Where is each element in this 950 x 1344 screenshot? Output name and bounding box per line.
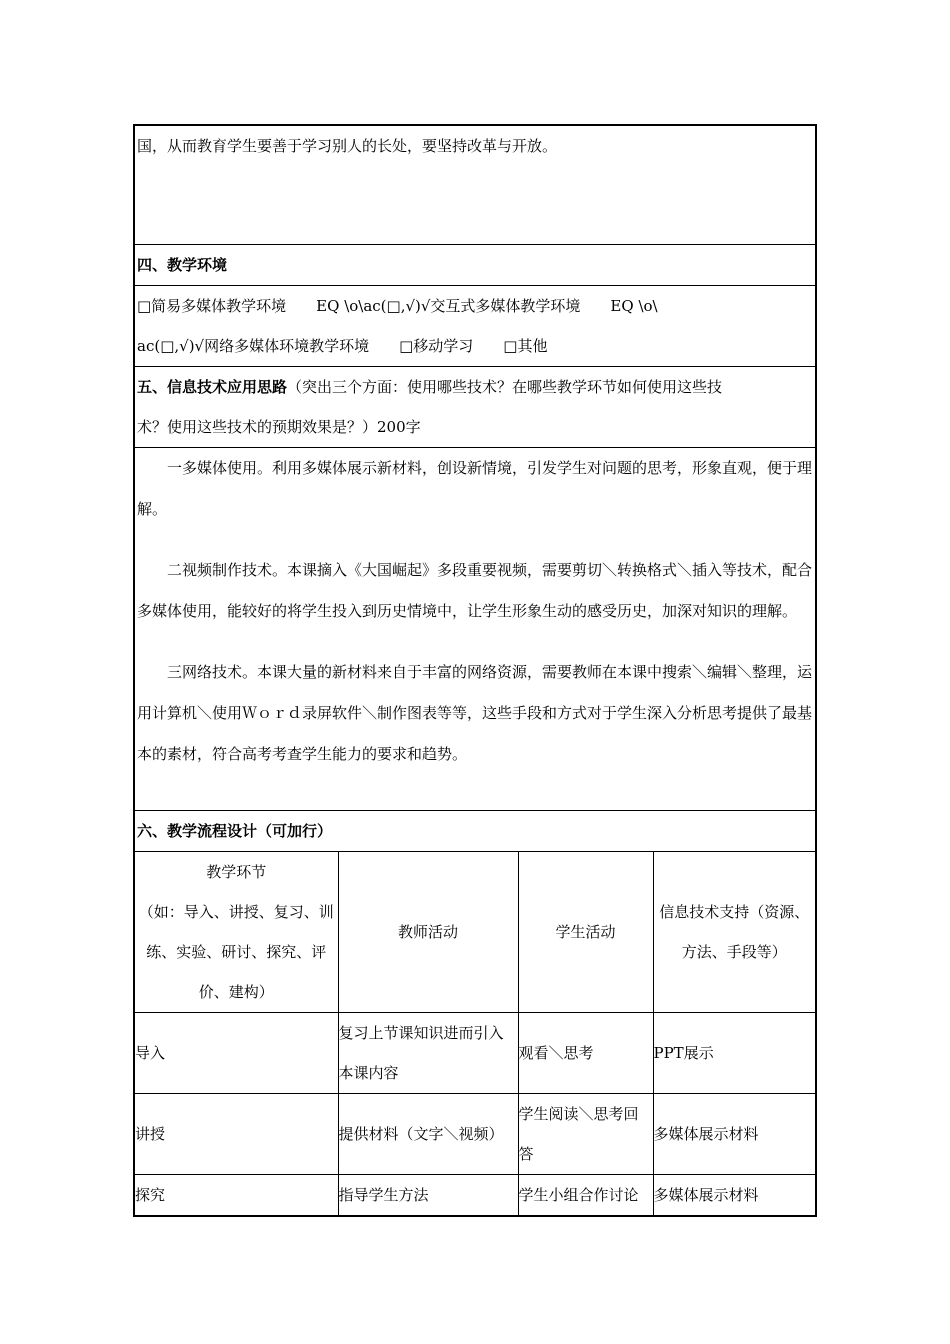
stage-cell: 探究	[135, 1175, 338, 1216]
header-stage: 教学环节 （如：导入、讲授、复习、训练、实验、研讨、探究、评价、建构）	[135, 852, 338, 1013]
teacher-activity-cell: 指导学生方法	[338, 1175, 518, 1216]
tech-paragraph-multimedia: 一多媒体使用。利用多媒体展示新材料，创设新情境，引发学生对问题的思考，形象直观，便于理解。	[137, 459, 813, 518]
section4-environment-row	[134, 286, 816, 367]
student-activity-cell: 学生小组合作讨论	[518, 1175, 653, 1216]
stage-cell: 导入	[135, 1013, 338, 1094]
tech-support-cell: PPT展示	[653, 1013, 815, 1094]
teacher-activity-cell: 复习上节课知识进而引入本课内容	[338, 1013, 518, 1094]
teaching-flow-table	[135, 852, 815, 1215]
section5-heading-row	[134, 367, 816, 448]
section4-heading: 四、教学环境	[134, 245, 816, 286]
header-tech-support: 信息技术支持（资源、方法、手段等）	[653, 852, 815, 1013]
tech-support-cell: 多媒体展示材料	[653, 1175, 815, 1216]
flow-row	[135, 1094, 815, 1175]
section4-heading-row	[134, 245, 816, 286]
header-student-activity: 学生活动	[518, 852, 653, 1013]
stage-cell: 讲授	[135, 1094, 338, 1175]
section6-flow-row	[134, 852, 816, 1217]
section5-hint-line-2: 术？使用这些技术的预期效果是？）200字	[137, 418, 421, 436]
flow-row	[135, 1013, 815, 1094]
student-activity-cell: 学生阅读＼思考回答	[518, 1094, 653, 1175]
document-sheet	[133, 124, 815, 1217]
tech-paragraph-network: 三网络技术。本课大量的新材料来自于丰富的网络资源，需要教师在本课中搜索＼编辑＼整理，运用计算机＼使用Ｗｏｒｄ录屏软件＼制作图表等等，这些手段和方式对于学生深入分析思考提供了最基本的素材，符合高考考查学生能力的要求和趋势。	[137, 663, 813, 763]
section5-hint-line-1: （突出三个方面：使用哪些技术？在哪些教学环节如何使用这些技	[287, 378, 723, 396]
section6-heading: 六、教学流程设计（可加行）	[134, 811, 816, 852]
section5-heading: 五、信息技术应用思路	[137, 378, 288, 396]
tech-paragraph-video: 二视频制作技术。本课摘入《大国崛起》多段重要视频，需要剪切＼转换格式＼插入等技术，配合多媒体使用，能较好的将学生投入到历史情境中，让学生形象生动的感受历史，加深对知识的理解。	[137, 561, 813, 620]
section3-text-cell	[134, 125, 816, 245]
tech-support-cell: 多媒体展示材料	[653, 1094, 815, 1175]
environment-options-cell	[134, 286, 816, 367]
section6-heading-row	[134, 811, 816, 852]
section3-tail-text: 国，从而教育学生要善于学习别人的长处，要坚持改革与开放。	[137, 137, 558, 155]
student-activity-cell: 观看＼思考	[518, 1013, 653, 1094]
teacher-activity-cell: 提供材料（文字＼视频）	[338, 1094, 518, 1175]
section5-heading-cell	[134, 367, 816, 448]
flow-header-row	[135, 852, 815, 1013]
environment-options-line-2: ac(□,√)√网络多媒体环境教学环境 □移动学习 □其他	[137, 337, 548, 355]
section5-content-row	[134, 448, 816, 811]
flow-row	[135, 1175, 815, 1216]
environment-options-line-1: □简易多媒体教学环境 EQ \o\ac(□,√)√交互式多媒体教学环境 EQ \o\	[137, 297, 658, 315]
section3-continuation-row	[134, 125, 816, 245]
flow-table-cell	[134, 852, 816, 1217]
section5-content-cell	[134, 448, 816, 811]
lesson-plan-table	[133, 124, 817, 1217]
header-teacher-activity: 教师活动	[338, 852, 518, 1013]
